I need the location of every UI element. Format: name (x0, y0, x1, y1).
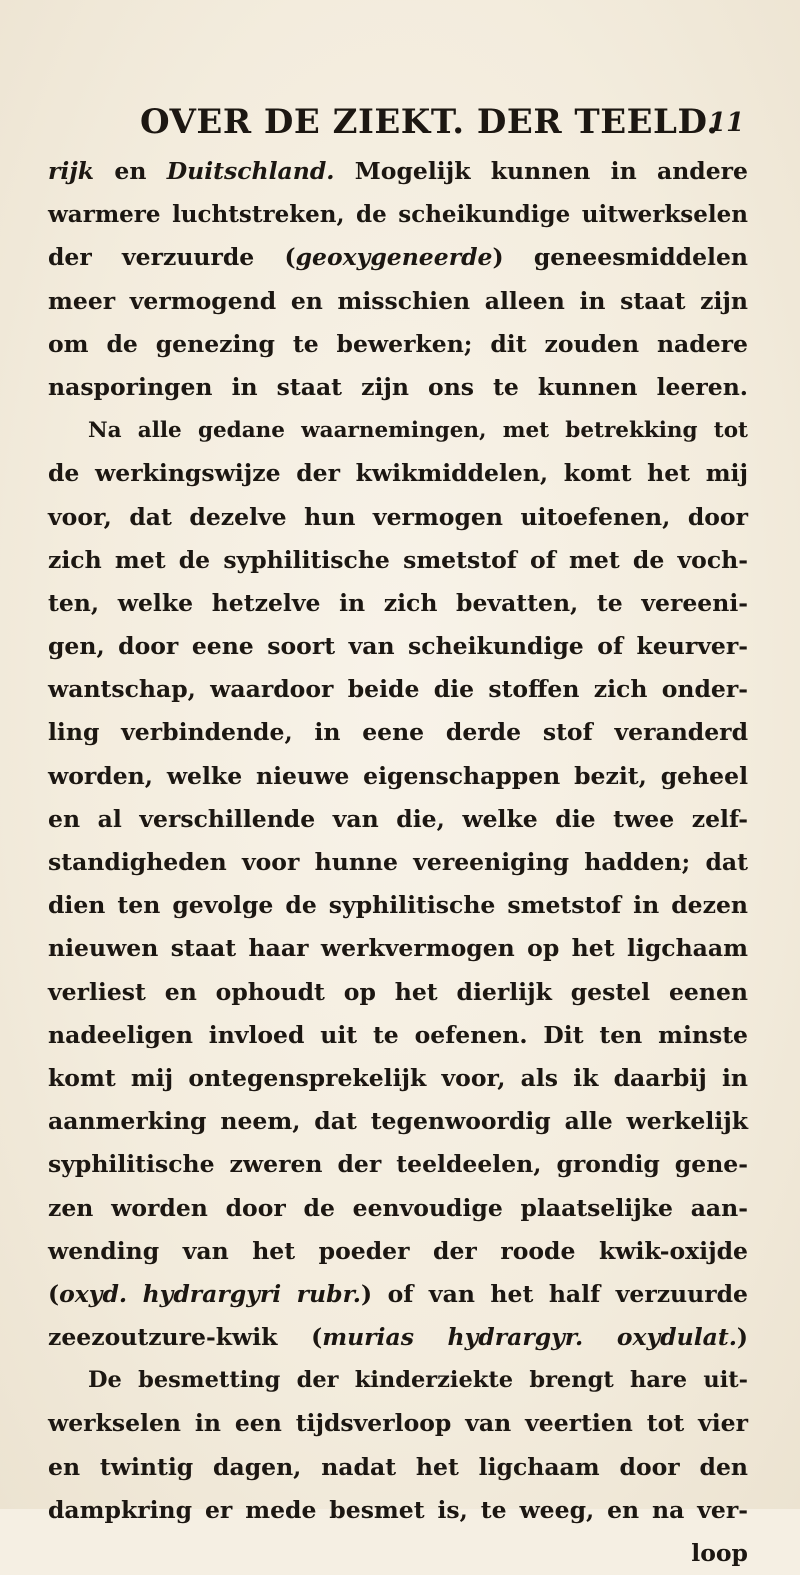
text-line (48, 798, 748, 841)
text-line (48, 280, 748, 323)
text-line (48, 971, 748, 1014)
text-line (48, 841, 748, 884)
text-segment: zeezoutzure-kwik ( (48, 1323, 323, 1352)
text-line (48, 1532, 748, 1575)
italic-text: oxyd. hydrargyri rubr. (59, 1279, 361, 1308)
text-segment: gen, door eene soort van scheikundige of keurver- (48, 632, 748, 661)
text-line (48, 1143, 748, 1186)
text-segment: ten, welke hetzelve in zich bevatten, te vereeni- (48, 588, 748, 617)
running-title: OVER DE ZIEKT. DER TEELD. (140, 102, 719, 142)
italic-text: geoxygeneerde (295, 243, 493, 272)
italic-text: murias hydrargyr. oxydulat. (322, 1323, 737, 1352)
text-segment: De besmetting der kinderziekte brengt hare uit- (88, 1367, 748, 1394)
text-line (48, 1100, 748, 1143)
text-line (48, 496, 748, 539)
text-segment: nasporingen in staat zijn ons te kunnen leeren. (48, 372, 748, 401)
text-line (48, 1014, 748, 1057)
text-line (48, 1230, 748, 1273)
text-segment: en (94, 157, 167, 185)
text-segment: en al verschillende van die, welke die twee zelf- (48, 804, 748, 833)
text-segment: ) of van het half verzuurde (360, 1279, 748, 1308)
text-line (48, 927, 748, 970)
text-line (48, 1489, 748, 1532)
text-line (48, 409, 748, 452)
text-segment: ) (736, 1323, 749, 1352)
text-segment: wantschap, waardoor beide die stoffen zich onder- (48, 675, 748, 704)
text-segment: ling verbindende, in eene derde stof veranderd (48, 718, 748, 747)
text-line (48, 755, 748, 798)
text-segment: worden, welke nieuwe eigenschappen bezit, geheel (48, 761, 748, 790)
text-line (48, 1446, 748, 1489)
text-segment: standigheden voor hunne vereeniging hadden; dat (48, 848, 748, 876)
body-text (48, 150, 748, 1575)
text-segment: komt mij ontegensprekelijk voor, als ik daarbij in (48, 1063, 748, 1092)
text-segment: dien ten gevolge de syphilitische smetstof in dezen (48, 891, 748, 920)
text-line (48, 1057, 748, 1100)
text-line (48, 452, 748, 495)
text-segment: verliest en ophoudt op het dierlijk gestel eenen (48, 977, 748, 1006)
text-line (48, 625, 748, 668)
text-segment: loop (691, 1539, 748, 1567)
text-segment: om de genezing te bewerken; dit zouden nadere (48, 329, 748, 358)
text-segment: nadeeligen invloed uit te oefenen. Dit ten minste (48, 1020, 748, 1049)
text-line (48, 323, 748, 366)
text-line (48, 1359, 748, 1402)
text-segment: zich met de syphilitische smetstof of met de voch- (48, 545, 748, 574)
text-line (48, 539, 748, 582)
text-segment: ( (48, 1279, 60, 1308)
text-segment: der verzuurde ( (48, 243, 296, 272)
text-line (48, 1402, 748, 1445)
text-line (48, 366, 748, 409)
text-line (48, 236, 748, 279)
text-segment: warmere luchtstreken, de scheikundige uitwerkselen (48, 201, 748, 229)
text-line (48, 711, 748, 754)
italic-text: Duitschland. (166, 157, 335, 185)
text-segment: en twintig dagen, nadat het ligchaam door den (48, 1452, 748, 1481)
italic-text: rijk (48, 157, 95, 185)
text-segment: nieuwen staat haar werkvermogen op het ligchaam (48, 934, 748, 963)
page-header (0, 102, 800, 146)
text-segment: voor, dat dezelve hun vermogen uitoefenen, door (48, 502, 748, 531)
text-segment: Na alle gedane waarnemingen, met betrekking tot (88, 418, 748, 444)
text-segment: wending van het poeder der roode kwik-oxijde (48, 1236, 748, 1265)
text-line (48, 1316, 748, 1359)
text-segment: de werkingswijze der kwikmiddelen, komt het mij (48, 459, 748, 488)
page-number: 11 (708, 108, 745, 138)
text-segment: ) geneesmiddelen (492, 243, 748, 272)
text-segment: aanmerking neem, dat tegenwoordig alle werkelijk (48, 1107, 748, 1136)
text-segment: zen worden door de eenvoudige plaatselijke aan- (48, 1193, 748, 1222)
text-line (48, 668, 748, 711)
text-segment: syphilitische zweren der teeldeelen, grondig gene- (48, 1150, 748, 1179)
text-segment: meer vermogend en misschien alleen in staat zijn (48, 286, 748, 315)
text-line (48, 1187, 748, 1230)
text-segment: dampkring er mede besmet is, te weeg, en na ver- (48, 1495, 748, 1524)
text-line (48, 1273, 748, 1316)
text-line (48, 582, 748, 625)
text-line (48, 150, 748, 193)
text-segment: Mogelijk kunnen in andere (334, 157, 748, 185)
text-line (48, 884, 748, 927)
text-line (48, 193, 748, 236)
text-segment: werkselen in een tijdsverloop van veertien tot vier (48, 1409, 748, 1438)
